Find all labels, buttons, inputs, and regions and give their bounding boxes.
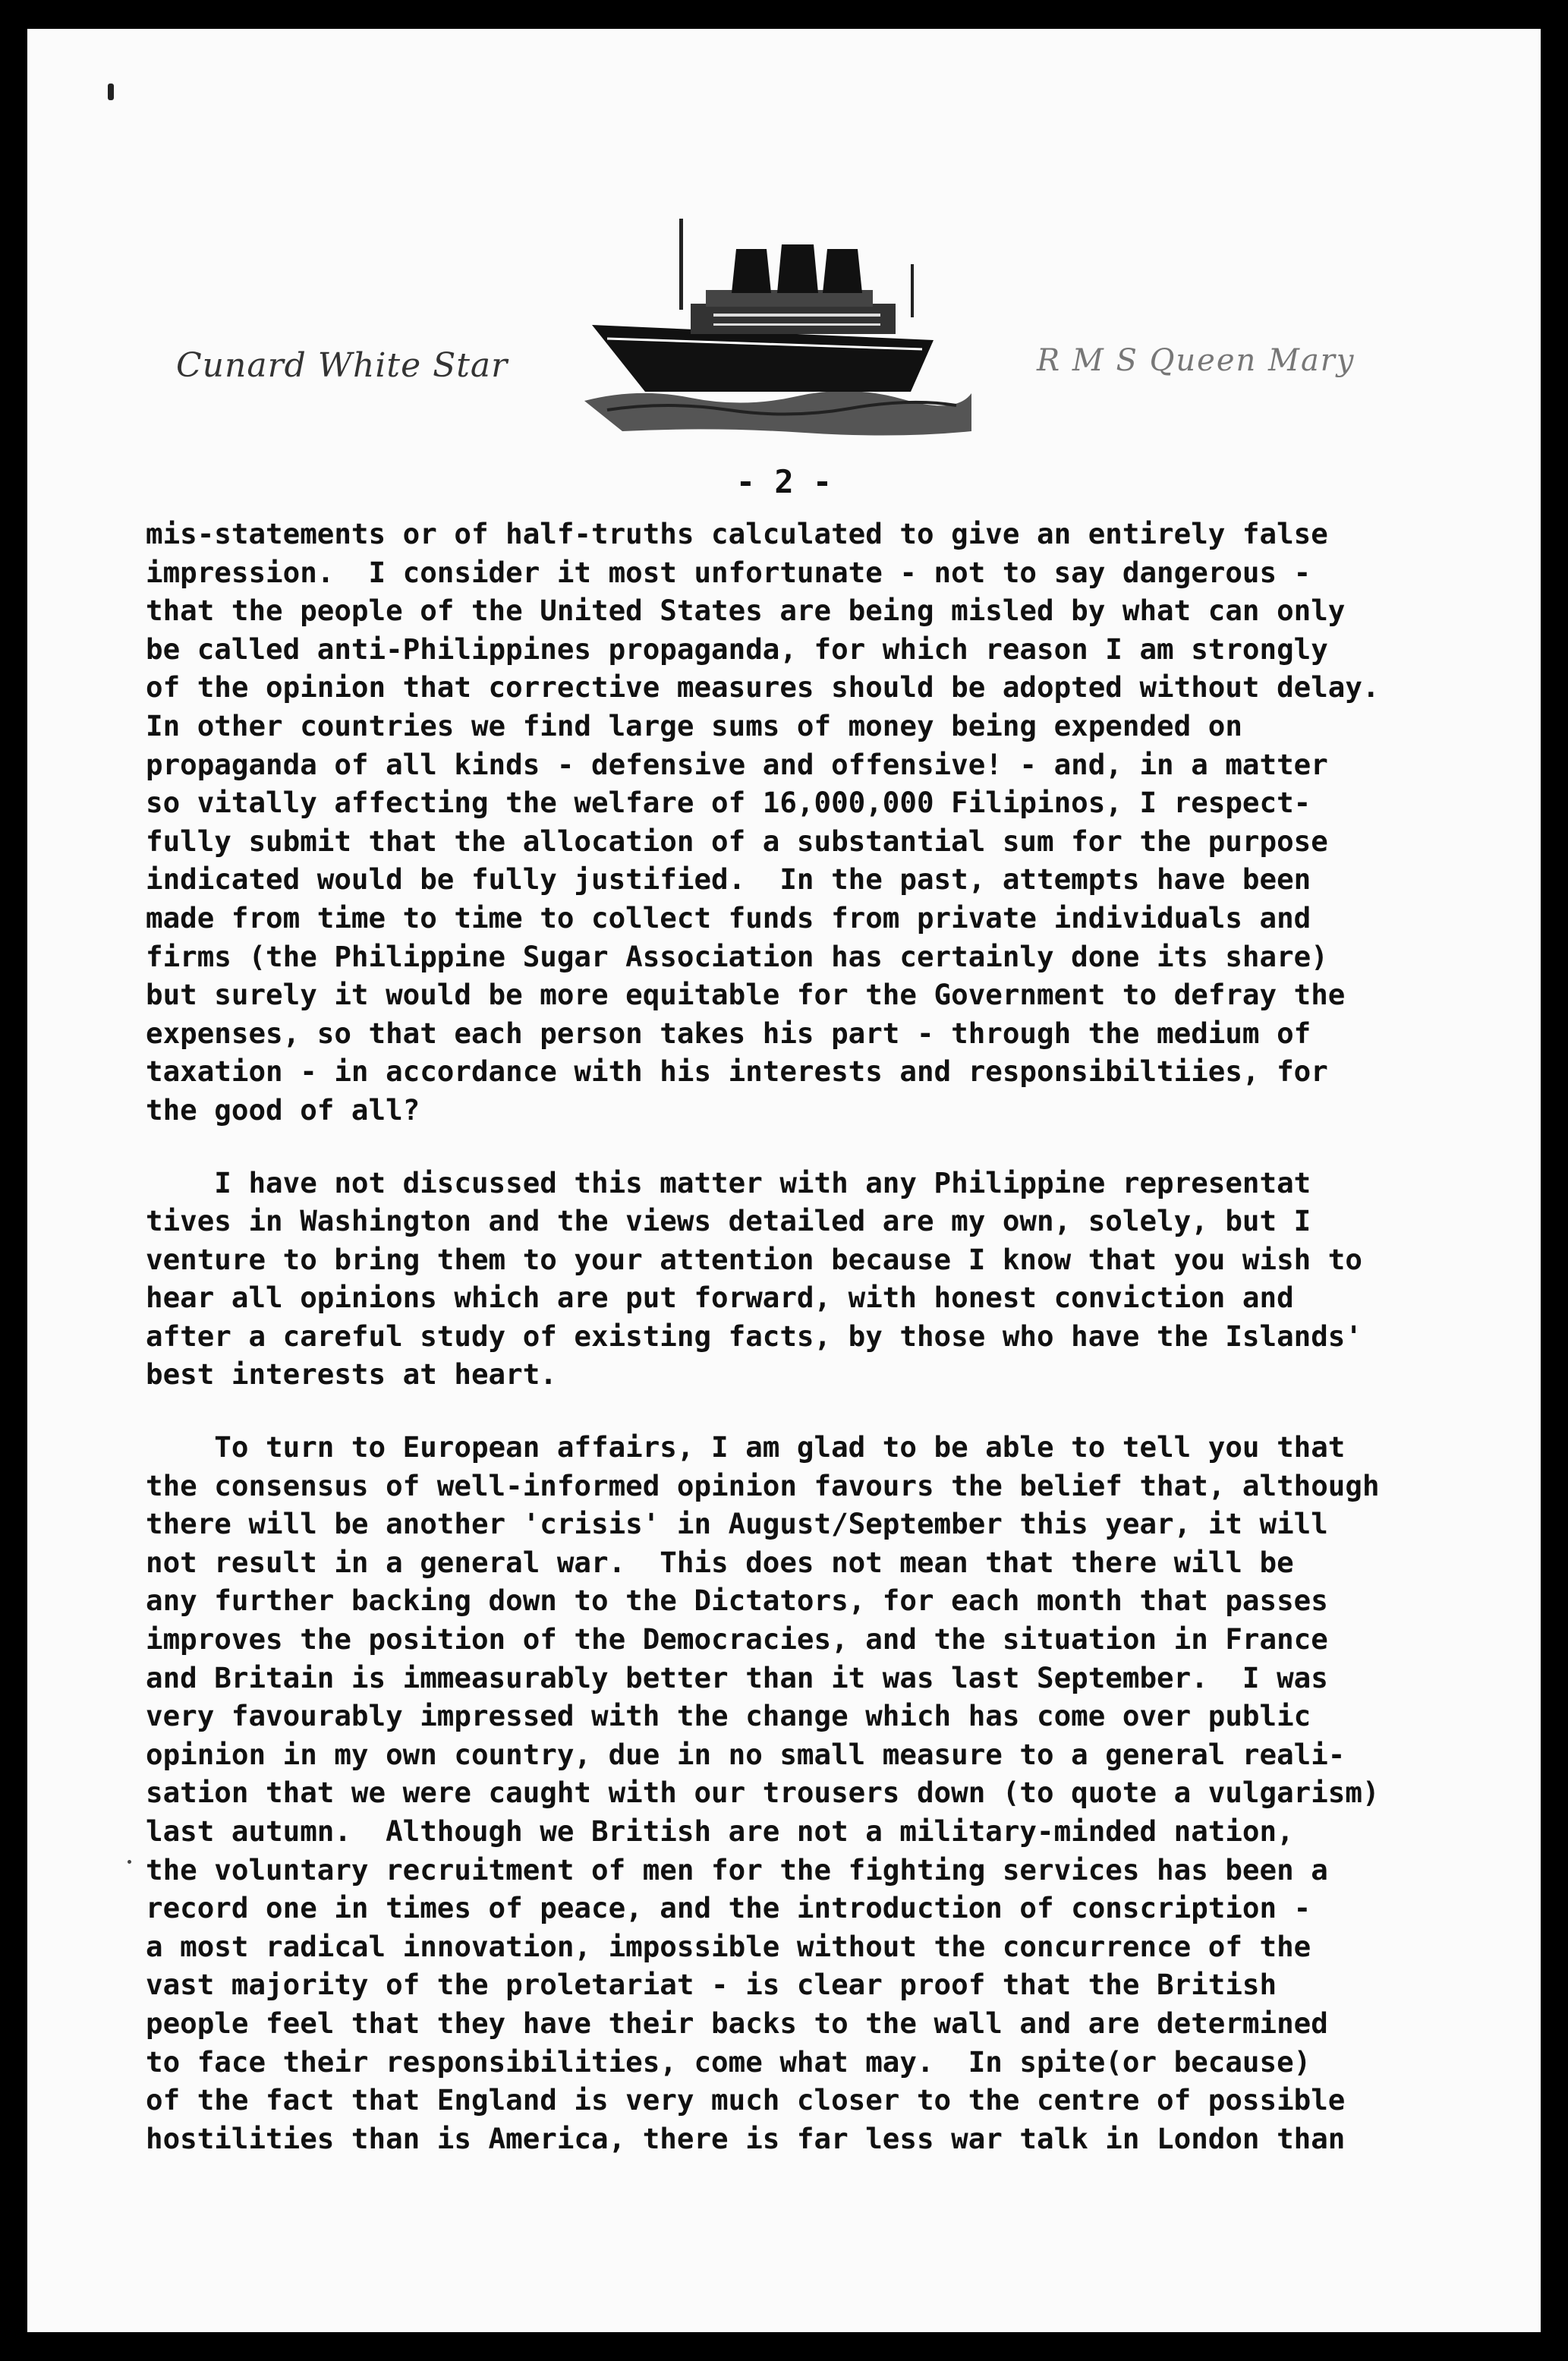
text-line: fully submit that the allocation of a substantial sum for the purpose bbox=[146, 824, 1328, 858]
ocean-liner-icon bbox=[577, 211, 979, 439]
text-line: sation that we were caught with our trousers down (to quote a vulgarism) bbox=[146, 1776, 1380, 1810]
text-line: improves the position of the Democracies, and the situation in France bbox=[146, 1622, 1328, 1656]
letter-body bbox=[146, 515, 1535, 2158]
text-line: after a careful study of existing facts, by those who have the Islands' bbox=[146, 1319, 1362, 1353]
text-line: In other countries we find large sums of money being expended on bbox=[146, 708, 1242, 742]
stray-mark bbox=[108, 84, 114, 100]
text-line: mis-statements or of half-truths calculated to give an entirely false bbox=[146, 517, 1328, 550]
paragraph-gap bbox=[146, 1130, 1535, 1164]
text-line: vast majority of the proletariat - is clear proof that the British bbox=[146, 1968, 1277, 2002]
text-line: hostilities than is America, there is far less war talk in London than bbox=[146, 2121, 1346, 2155]
text-line: of the fact that England is very much closer to the centre of possible bbox=[146, 2083, 1346, 2117]
text-line: very favourably impressed with the change which has come over public bbox=[146, 1699, 1311, 1733]
text-line: any further backing down to the Dictators, for each month that passes bbox=[146, 1584, 1328, 1618]
text-line: made from time to time to collect funds from private individuals and bbox=[146, 900, 1311, 935]
text-line: expenses, so that each person takes his part - through the medium of bbox=[146, 1016, 1311, 1050]
company-name: Cunard White Star bbox=[176, 346, 508, 385]
text-line: To turn to European affairs, I am glad to be able to tell you that bbox=[146, 1430, 1346, 1464]
text-line: hear all opinions which are put forward, with honest conviction and bbox=[146, 1281, 1294, 1315]
text-line: to face their responsibilities, come what may. In spite(or because) bbox=[146, 2044, 1311, 2079]
text-line: and Britain is immeasurably better than it was last September. I was bbox=[146, 1660, 1328, 1694]
text-line: a most radical innovation, impossible without the concurrence of the bbox=[146, 1929, 1311, 1963]
text-line: people feel that they have their backs to the wall and are determined bbox=[146, 2006, 1328, 2040]
text-line: I have not discussed this matter with any Philippine representat bbox=[146, 1165, 1311, 1199]
text-line: propaganda of all kinds - defensive and offensive! - and, in a matter bbox=[146, 747, 1328, 781]
text-line: that the people of the United States are being misled by what can only bbox=[146, 594, 1346, 628]
text-line: the consensus of well-informed opinion favours the belief that, although bbox=[146, 1468, 1380, 1502]
text-line: venture to bring them to your attention because I know that you wish to bbox=[146, 1242, 1362, 1276]
text-line: record one in times of peace, and the introduction of conscription - bbox=[146, 1891, 1311, 1925]
text-line: there will be another 'crisis' in August/September this year, it will bbox=[146, 1507, 1328, 1541]
text-line: taxation - in accordance with his interests and responsibiltiies, for bbox=[146, 1054, 1328, 1089]
text-line: so vitally affecting the welfare of 16,000,000 Filipinos, I respect- bbox=[146, 786, 1311, 820]
text-line: tives in Washington and the views detailed are my own, solely, but I bbox=[146, 1204, 1311, 1238]
text-line: impression. I consider it most unfortunate - not to say dangerous - bbox=[146, 555, 1311, 589]
paragraph-gap bbox=[146, 1394, 1535, 1428]
letterhead bbox=[27, 181, 1541, 454]
text-line: not result in a general war. This does not mean that there will be bbox=[146, 1545, 1294, 1579]
paragraph bbox=[146, 1164, 1535, 1395]
letter-page bbox=[27, 29, 1541, 2332]
paragraph bbox=[146, 515, 1535, 1130]
text-line: be called anti-Philippines propaganda, for which reason I am strongly bbox=[146, 632, 1328, 666]
text-line: the voluntary recruitment of men for the fighting services has been a bbox=[146, 1852, 1328, 1887]
stray-dot bbox=[128, 1860, 131, 1864]
ship-name: R M S Queen Mary bbox=[1037, 343, 1355, 378]
text-line: firms (the Philippine Sugar Association has certainly done its share) bbox=[146, 939, 1328, 973]
text-line: last autumn. Although we British are not a military-minded nation, bbox=[146, 1814, 1294, 1848]
text-line: of the opinion that corrective measures should be adopted without delay. bbox=[146, 670, 1380, 705]
text-line: but surely it would be more equitable for the Government to defray the bbox=[146, 978, 1346, 1012]
text-line: the good of all? bbox=[146, 1092, 420, 1127]
text-line: opinion in my own country, due in no small measure to a general reali- bbox=[146, 1737, 1346, 1771]
page-number: - 2 - bbox=[735, 463, 833, 500]
text-line: indicated would be fully justified. In the past, attempts have been bbox=[146, 862, 1311, 897]
text-line: best interests at heart. bbox=[146, 1357, 557, 1392]
paragraph bbox=[146, 1428, 1535, 2158]
